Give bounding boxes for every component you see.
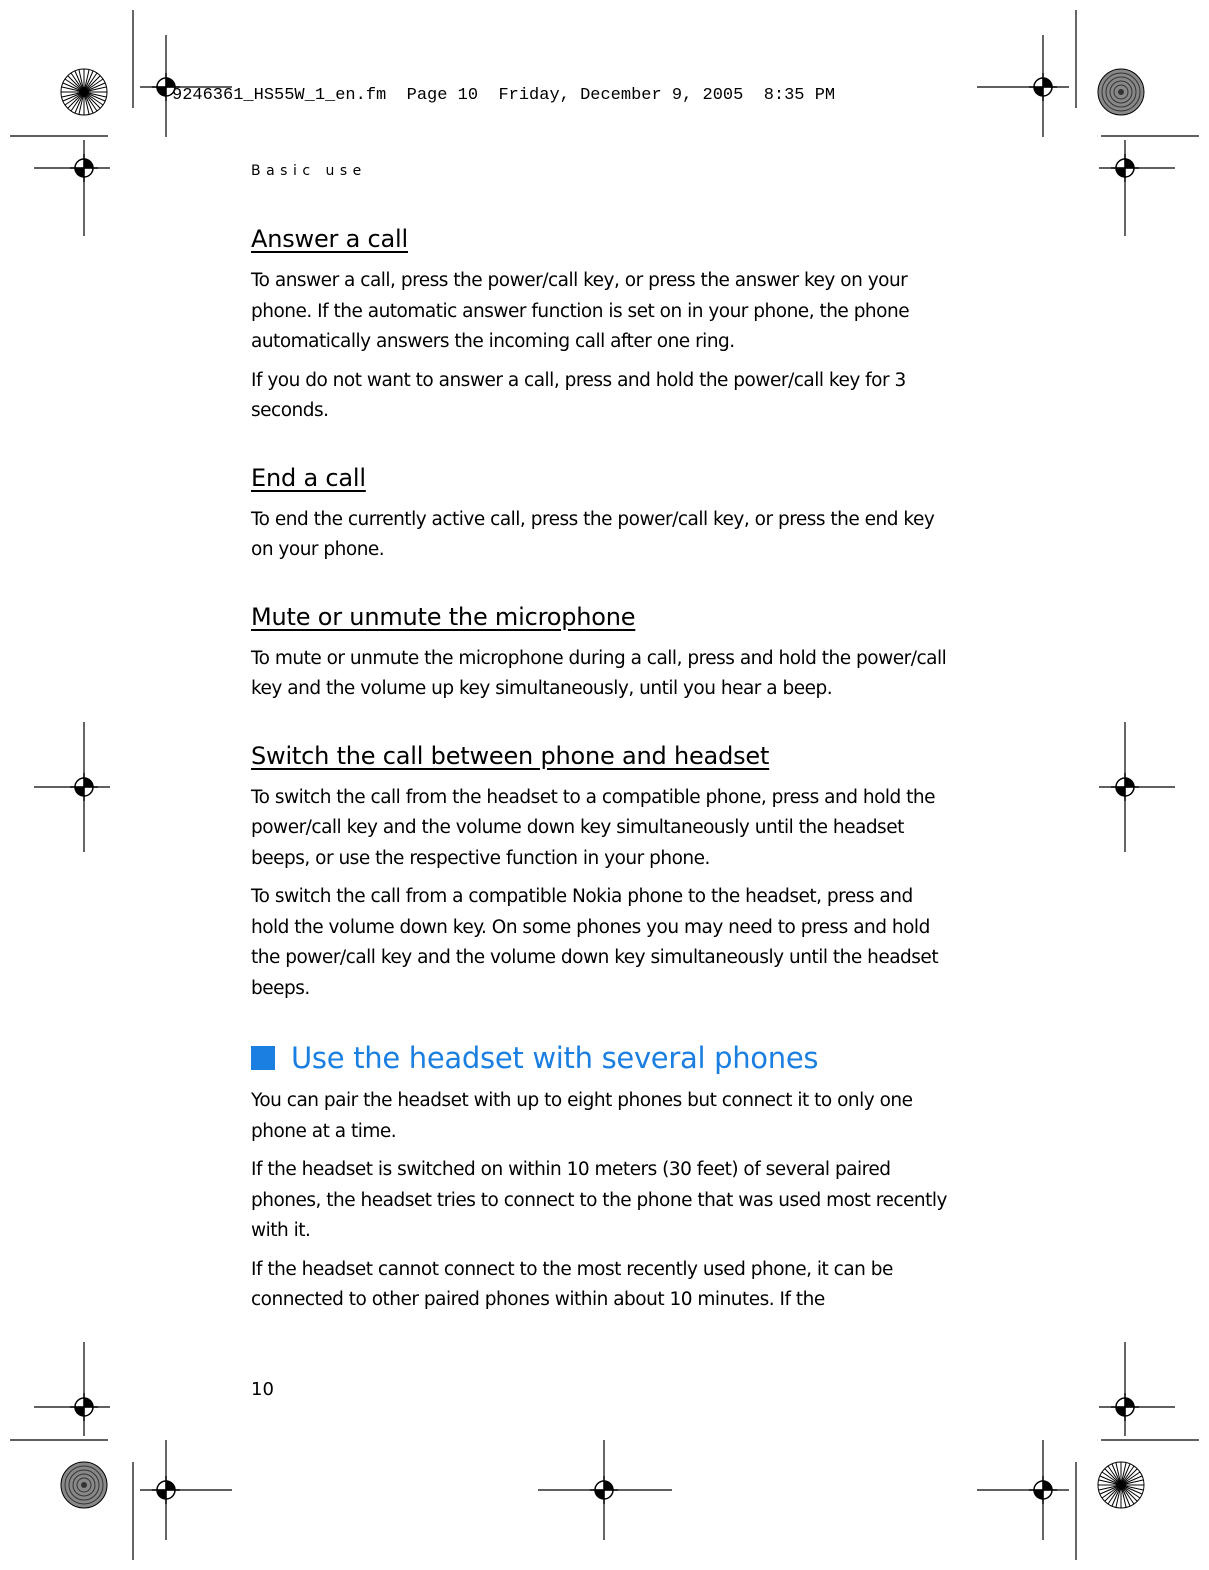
paragraph: You can pair the headset with up to eight phones but connect it to only one phone at a time. — [251, 1090, 913, 1142]
section-heading: Switch the call between phone and headset — [251, 741, 770, 770]
section-several-phones — [251, 1038, 951, 1316]
page-content — [251, 222, 951, 1324]
section-heading: Answer a call — [251, 225, 408, 253]
square-bullet-icon — [251, 1046, 275, 1070]
section-heading: End a call — [251, 463, 366, 492]
section-switch-call — [251, 739, 951, 1005]
paragraph: To switch the call from the headset to a compatible phone, press and hold the power/call key and the volume down key simultaneously until the headset beeps, or use the respective function in your phone. — [251, 786, 936, 869]
paragraph: If the headset cannot connect to the most recently used phone, it can be connected to other paired phones within about 10 minutes. If the — [251, 1258, 893, 1310]
paragraph: If you do not want to answer a call, press and hold the power/call key for 3 seconds. — [251, 369, 906, 421]
paragraph: If the headset is switched on within 10 meters (30 feet) of several paired phones, the headset tries to connect to the phone that was used most recently with it. — [251, 1159, 947, 1241]
paragraph: To answer a call, press the power/call key, or press the answer key on your phone. If the automatic answer function is set on in your phone, the phone automatically answers the incoming call after one ring. — [251, 270, 910, 352]
print-slug-line: 9246361_HS55W_1_en.fm Page 10 Friday, December 9, 2005 8:35 PM — [172, 86, 836, 105]
section-end-call — [251, 461, 951, 566]
paragraph: To switch the call from a compatible Nokia phone to the headset, press and hold the volume down key. On some phones you may need to press and hold the power/call key and the volume down key simultaneously until the headset beeps. — [251, 886, 939, 999]
main-heading — [251, 1038, 951, 1078]
running-head: Basic use — [251, 163, 367, 179]
page-number: 10 — [251, 1379, 274, 1400]
paragraph: To end the currently active call, press the power/call key, or press the end key on your phone. — [251, 508, 935, 560]
section-answer-call — [251, 222, 951, 427]
paragraph: To mute or unmute the microphone during a call, press and hold the power/call key and the volume up key simultaneously, until you hear a beep. — [251, 647, 947, 699]
section-mute-microphone — [251, 600, 951, 705]
main-heading-text: Use the headset with several phones — [291, 1041, 819, 1075]
section-heading: Mute or unmute the microphone — [251, 602, 636, 631]
